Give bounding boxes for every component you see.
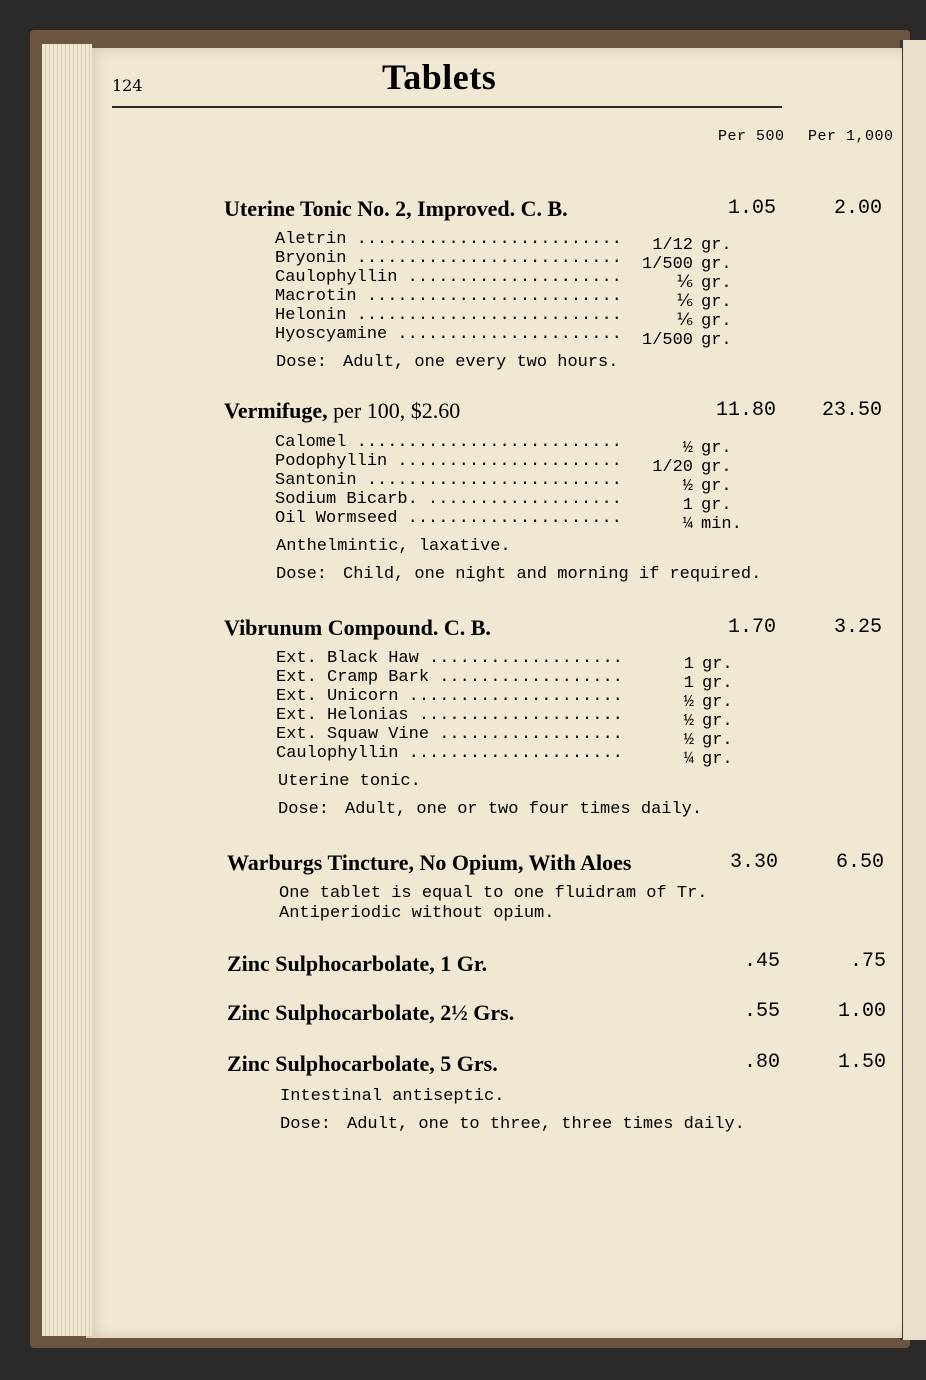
page-header bbox=[112, 56, 782, 108]
price-per-500: .80 bbox=[743, 1051, 780, 1074]
facing-page-edge bbox=[900, 40, 926, 1340]
price-per-1000: 3.25 bbox=[833, 616, 882, 639]
price-per-500: 3.30 bbox=[729, 851, 778, 874]
ingredient-row: Hyoscyamine ..... 1/500 gr. bbox=[275, 325, 732, 350]
price-per-1000: 6.50 bbox=[835, 851, 884, 874]
price-per-500: .55 bbox=[743, 1000, 780, 1023]
ingredient-row: Ext. Black Haw ..... 1 gr. bbox=[276, 649, 733, 674]
dose-line: Dose: Adult, one to three, three times daily. bbox=[280, 1115, 745, 1134]
ingredient-row: Caulophyllin ..... ⅙ gr. bbox=[275, 268, 732, 293]
page-number: 124 bbox=[112, 76, 143, 95]
ingredient-row: Ext. Squaw Vine ..... ½ gr. bbox=[276, 725, 733, 750]
ingredient-row: Calomel ..... ½ gr. bbox=[275, 433, 732, 458]
description-line: Antiperiodic without opium. bbox=[279, 904, 555, 923]
column-header-per-1000: Per 1,000 bbox=[808, 128, 894, 145]
entry-title: Zinc Sulphocarbolate, 2½ Grs. bbox=[227, 1000, 515, 1025]
entry-title: Zinc Sulphocarbolate, 5 Grs. bbox=[227, 1051, 498, 1076]
price-per-1000: 1.50 bbox=[837, 1051, 886, 1074]
ingredient-row: Sodium Bicarb. ..... 1 gr. bbox=[275, 490, 732, 515]
ingredient-row: Aletrin ..... 1/12 gr. bbox=[275, 230, 732, 255]
ingredient-row: Ext. Unicorn ..... ½ gr. bbox=[276, 687, 733, 712]
page-edges bbox=[42, 44, 92, 1336]
description: Intestinal antiseptic. bbox=[280, 1087, 505, 1106]
price-per-500: .45 bbox=[743, 950, 780, 973]
entry-title: Uterine Tonic No. 2, Improved. C. B. bbox=[224, 196, 568, 221]
price-per-1000: 2.00 bbox=[833, 197, 882, 220]
entry-title: Warburgs Tincture, No Opium, With Aloes bbox=[227, 850, 632, 875]
entry-title: Vermifuge, per 100, $2.60 bbox=[224, 398, 461, 423]
price-per-500: 11.80 bbox=[715, 399, 776, 422]
column-header-per-500: Per 500 bbox=[718, 128, 785, 145]
description: Anthelmintic, laxative. bbox=[276, 537, 511, 556]
price-per-500: 1.05 bbox=[727, 197, 776, 220]
ingredient-row: Podophyllin ..... 1/20 gr. bbox=[275, 452, 732, 477]
description: Uterine tonic. bbox=[278, 772, 421, 791]
dose-line: Dose: Adult, one or two four times daily. bbox=[278, 800, 703, 819]
ingredient-row: Caulophyllin ..... ¼ gr. bbox=[276, 744, 733, 769]
ingredient-row: Bryonin ..... 1/500 gr. bbox=[275, 249, 732, 274]
ingredient-row: Santonin ..... ½ gr. bbox=[275, 471, 732, 496]
ingredient-row: Macrotin ..... ⅙ gr. bbox=[275, 287, 732, 312]
entry-title: Vibrunum Compound. C. B. bbox=[224, 615, 491, 640]
price-per-500: 1.70 bbox=[727, 616, 776, 639]
dose-line: Dose: Adult, one every two hours. bbox=[276, 353, 619, 372]
entry-title: Zinc Sulphocarbolate, 1 Gr. bbox=[227, 951, 488, 976]
description-line: One tablet is equal to one fluidram of Tr. bbox=[279, 884, 708, 903]
page-title: Tablets bbox=[382, 57, 497, 97]
price-per-1000: .75 bbox=[849, 950, 886, 973]
ingredient-row: Ext. Cramp Bark ..... 1 gr. bbox=[276, 668, 733, 693]
price-per-1000: 1.00 bbox=[837, 1000, 886, 1023]
ingredient-row: Ext. Helonias ..... ½ gr. bbox=[276, 706, 733, 731]
dose-line: Dose: Child, one night and morning if required. bbox=[276, 565, 762, 584]
ingredient-row: Helonin ..... ⅙ gr. bbox=[275, 306, 732, 331]
price-per-1000: 23.50 bbox=[821, 399, 882, 422]
ingredient-row: Oil Wormseed ..... ¼ min. bbox=[275, 509, 742, 534]
